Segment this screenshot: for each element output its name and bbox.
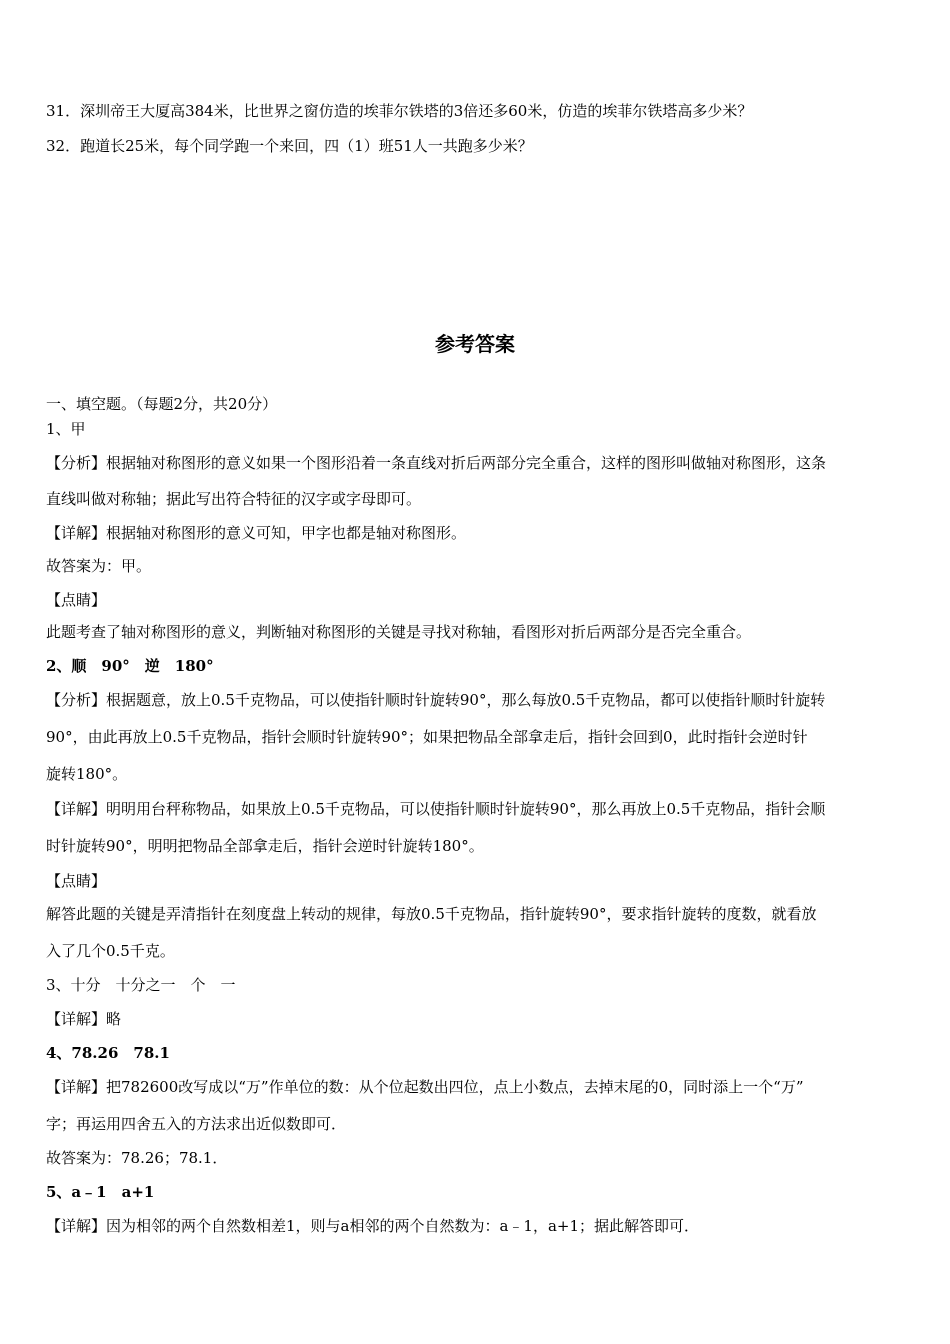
section-heading: 一、填空题。（每题2分，共20分） <box>46 395 278 413</box>
comment-1: 此题考查了轴对称图形的意义，判断轴对称图形的关键是寻找对称轴，看图形对折后两部分是否完全重合。 <box>46 623 752 641</box>
answer-5: 5、a﹣1 a+1 <box>46 1183 155 1201</box>
answer-4: 4、78.26 78.1 <box>46 1044 170 1062</box>
detail-2-line-2: 时针旋转90°，明明把物品全部拿走后，指针会逆时针旋转180°。 <box>46 837 484 855</box>
analysis-2-line-3: 旋转180°。 <box>46 765 128 783</box>
detail-5: 【详解】因为相邻的两个自然数相差1，则与a相邻的两个自然数为：a﹣1，a+1；据此解答即可． <box>46 1217 700 1235</box>
comment-label-1: 【点睛】 <box>46 591 107 609</box>
analysis-2-line-2: 90°，由此再放上0.5千克物品，指针会顺时针旋转90°；如果把物品全部拿走后，指针会回到0，此时指针会逆时针 <box>46 728 808 746</box>
comment-2-line-2: 入了几个0.5千克。 <box>46 942 175 960</box>
analysis-1-line-2: 直线叫做对称轴；据此写出符合特征的汉字或字母即可。 <box>46 490 422 508</box>
comment-2-line-1: 解答此题的关键是弄清指针在刻度盘上转动的规律，每放0.5千克物品，指针旋转90°，要求指针旋转的度数，就看放 <box>46 905 817 923</box>
conclusion-4: 故答案为：78.26；78.1． <box>46 1149 228 1167</box>
detail-3: 【详解】略 <box>46 1010 122 1028</box>
detail-4-line-2: 字；再运用四舍五入的方法求出近似数即可． <box>46 1115 347 1133</box>
answer-1: 1、甲 <box>46 420 86 438</box>
answer-2: 2、顺 90° 逆 180° <box>46 657 214 675</box>
detail-4-line-1: 【详解】把782600改写成以“万”作单位的数：从个位起数出四位，点上小数点，去掉末尾的0，同时添上一个“万” <box>46 1078 804 1096</box>
answers-title: 参考答案 <box>435 332 515 356</box>
answer-3: 3、十分 十分之一 个 一 <box>46 976 236 994</box>
analysis-1-line-1: 【分析】根据轴对称图形的意义如果一个图形沿着一条直线对折后两部分完全重合，这样的图形叫做轴对称图形，这条 <box>46 454 827 472</box>
conclusion-1: 故答案为：甲。 <box>46 557 152 575</box>
detail-2-line-1: 【详解】明明用台秤称物品，如果放上0.5千克物品，可以使指针顺时针旋转90°，那么再放上0.5千克物品，指针会顺 <box>46 800 826 818</box>
detail-1: 【详解】根据轴对称图形的意义可知，甲字也都是轴对称图形。 <box>46 524 467 542</box>
question-31: 31．深圳帝王大厦高384米，比世界之窗仿造的埃菲尔铁塔的3倍还多60米，仿造的埃菲尔铁塔高多少米？ <box>46 102 753 120</box>
comment-label-2: 【点睛】 <box>46 872 107 890</box>
question-32: 32．跑道长25米，每个同学跑一个来回，四（1）班51人一共跑多少米？ <box>46 137 533 155</box>
analysis-2-line-1: 【分析】根据题意，放上0.5千克物品，可以使指针顺时针旋转90°，那么每放0.5千克物品，都可以使指针顺时针旋转 <box>46 691 826 709</box>
